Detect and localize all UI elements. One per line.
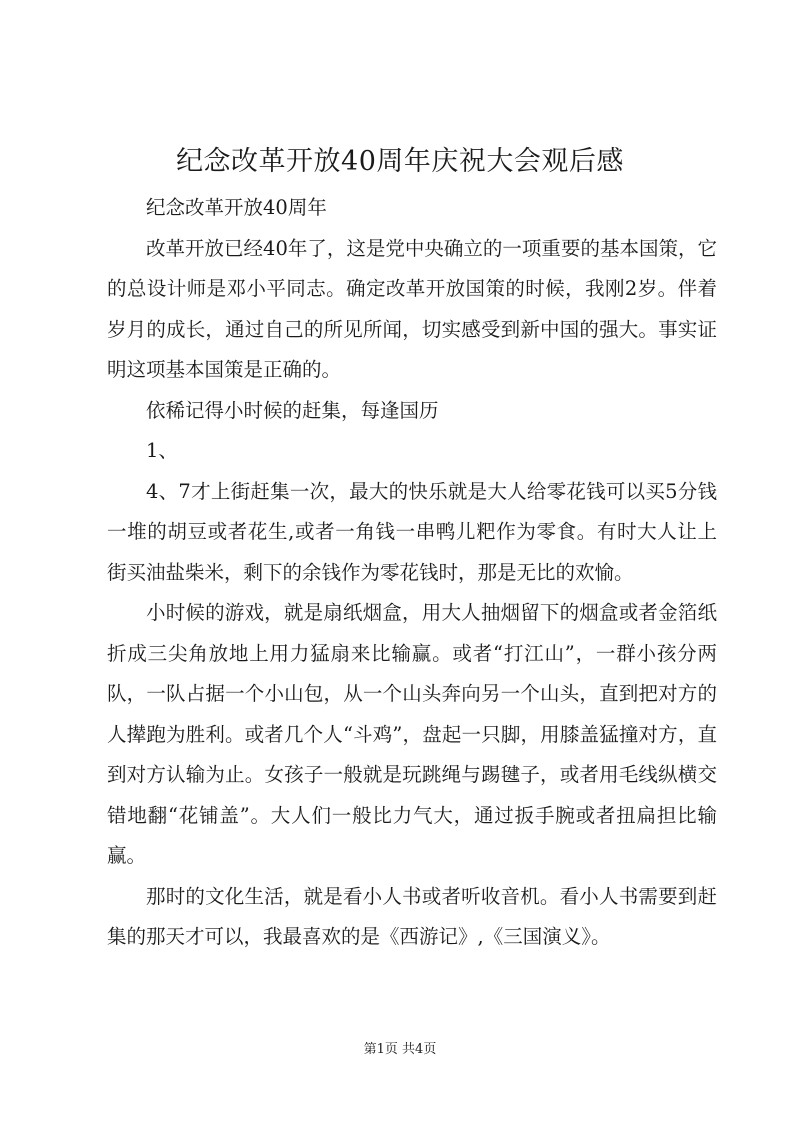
paragraph-market: 4、7才上街赶集一次，最大的快乐就是大人给零花钱可以买5分钱一堆的胡豆或者花生,或者一角钱一串鸭儿粑作为零食。有时大人让上街买油盐柴米，剩下的余钱作为零花钱时，那是无比的欢愉。: [107, 479, 717, 584]
paragraph-policy: 改革开放已经40年了，这是党中央确立的一项重要的基本国策，它的总设计师是邓小平同志。确定改革开放国策的时候，我刚2岁。伴着岁月的成长，通过自己的所见所闻，切实感受到新中国的强大。事实证明这项基本国策是正确的。: [107, 236, 717, 381]
paragraph-market-intro: 依稀记得小时候的赶集，每逢国历: [146, 398, 439, 422]
paragraph-subtitle: 纪念改革开放40周年: [146, 196, 327, 219]
paragraph-market-number: 1、: [146, 439, 178, 462]
page-footer: 第1页 共4页: [363, 1042, 437, 1057]
document-title: 纪念改革开放40周年庆祝大会观后感: [176, 146, 624, 177]
paragraph-games: 小时候的游戏，就是扇纸烟盒，用大人抽烟留下的烟盒或者金箔纸折成三尖角放地上用力猛扇来比输赢。或者“打江山”，一群小孩分两队，一队占据一个小山包，从一个山头奔向另一个山头，直到把对方的人撵跑为胜利。或者几个人“斗鸡”，盘起一只脚，用膝盖猛撞对方，直到对方认输为止。女孩子一般就是玩跳绳与踢毽子，或者用毛线纵横交错地翻“花铺盖”。大人们一般比力气大，通过扳手腕或者扭扁担比输赢。: [107, 601, 717, 867]
document-body: [107, 188, 717, 958]
paragraph-culture: 那时的文化生活，就是看小人书或者听收音机。看小人书需要到赶集的那天才可以，我最喜欢的是《西游记》,《三国演义》。: [107, 884, 717, 948]
